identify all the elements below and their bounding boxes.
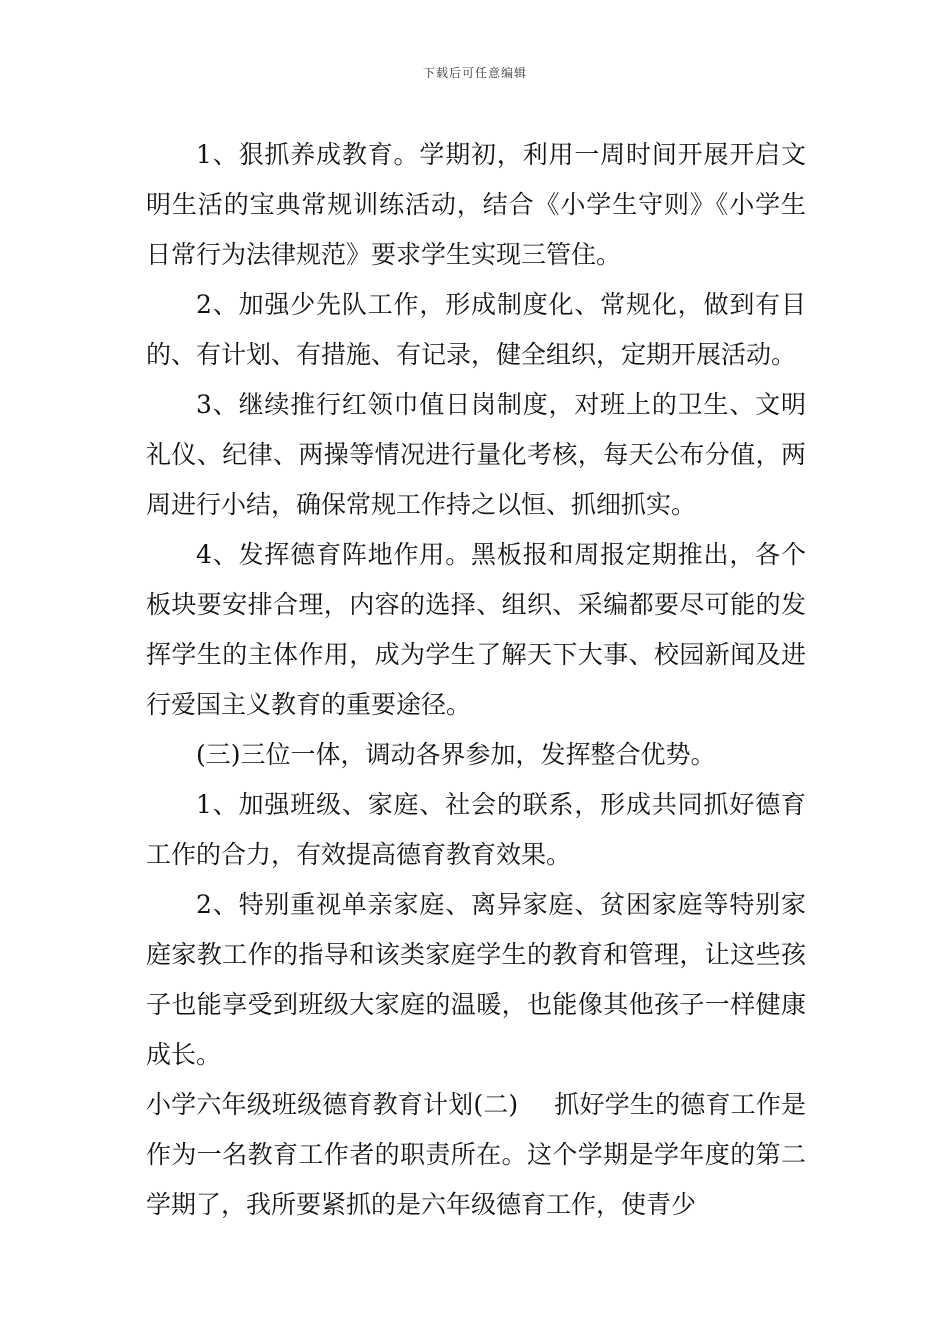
paragraph-5: 1、加强班级、家庭、社会的联系，形成共同抓好德育工作的合力，有效提高德育教育效果。: [146, 790, 806, 869]
header-note: 下载后可任意编辑: [422, 66, 527, 80]
paragraph-3: 3、继续推行红领巾值日岗制度，对班上的卫生、文明礼仪、纪律、两操等情况进行量化考核，每天公布分值，两周进行小结，确保常规工作持之以恒、抓细抓实。: [146, 390, 806, 519]
paragraph-2: 2、加强少先队工作，形成制度化、常规化，做到有目的、有计划、有措施、有记录，健全组织，定期开展活动。: [146, 290, 806, 369]
section-text: 抓好学生的德育工作是作为一名教育工作者的职责所在。这个学期是学年度的第二学期了，我所要紧抓的是六年级德育工作，使青少: [146, 1090, 806, 1219]
paragraph-6: 2、特别重视单亲家庭、离异家庭、贫困家庭等特别家庭家教工作的指导和该类家庭学生的教育和管理，让这些孩子也能享受到班级大家庭的温暖，也能像其他孩子一样健康成长。: [146, 890, 806, 1069]
document-body: [146, 130, 806, 1230]
paragraph-4: 4、发挥德育阵地作用。黑板报和周报定期推出，各个板块要安排合理，内容的选择、组织、采编都要尽可能的发挥学生的主体作用，成为学生了解天下大事、校园新闻及进行爱国主义教育的重要途径。: [146, 540, 806, 719]
section-paragraph: [146, 1080, 806, 1230]
paragraph-section-heading: (三)三位一体，调动各界参加，发挥整合优势。: [196, 740, 716, 769]
section-title: 小学六年级班级德育教育计划(二): [146, 1090, 519, 1119]
paragraph-1: 1、狠抓养成教育。学期初，利用一周时间开展开启文明生活的宝典常规训练活动，结合《小学生守则》《小学生日常行为法律规范》要求学生实现三管住。: [146, 140, 806, 269]
